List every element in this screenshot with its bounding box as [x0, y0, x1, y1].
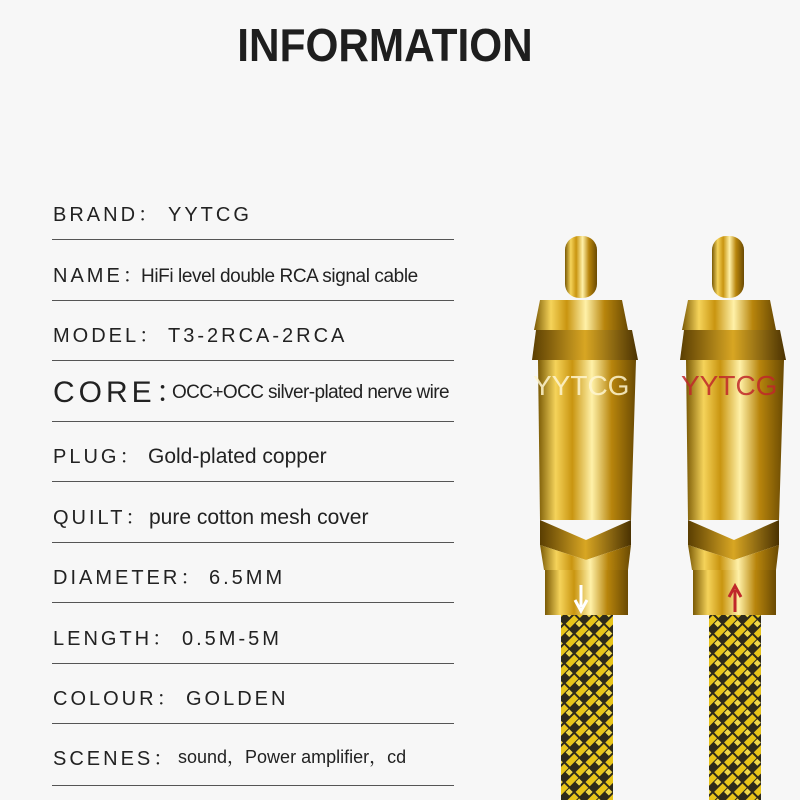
- spec-value: T3-2RCA-2RCA: [168, 325, 348, 347]
- spec-row-model: [52, 301, 454, 362]
- spec-row-quilt: [52, 482, 454, 543]
- spec-value: 0.5M-5M: [182, 627, 282, 650]
- spec-value: Gold-plated copper: [148, 445, 327, 468]
- spec-label: LENGTH：: [53, 627, 176, 650]
- spec-value: YYTCG: [168, 204, 252, 226]
- spec-value: GOLDEN: [186, 688, 289, 710]
- spec-value: pure cotton mesh cover: [149, 505, 369, 529]
- spec-row-scenes: [52, 724, 454, 786]
- spec-row-colour: [52, 664, 454, 725]
- spec-label: BRAND：: [53, 204, 162, 226]
- page-title: INFORMATION: [237, 19, 533, 71]
- spec-row-diameter: [52, 543, 454, 604]
- spec-value: sound，Power amplifier，cd: [178, 747, 407, 767]
- spec-label: SCENES：: [53, 748, 177, 770]
- right-plug: [680, 236, 786, 800]
- left-plug: [532, 236, 638, 800]
- spec-label: QUILT：: [53, 506, 149, 529]
- spec-label: CORE：: [53, 375, 190, 409]
- left-plug-logo: YYTCG: [533, 370, 630, 401]
- spec-list: [52, 180, 454, 786]
- spec-row-length: [52, 603, 454, 664]
- spec-label: NAME：: [53, 264, 146, 287]
- spec-row-plug: [52, 422, 454, 483]
- spec-label: DIAMETER：: [53, 567, 204, 589]
- spec-value: HiFi level double RCA signal cable: [141, 265, 418, 287]
- spec-row-core: [52, 361, 454, 422]
- spec-row-name: [52, 240, 454, 301]
- spec-label: COLOUR：: [53, 688, 180, 710]
- spec-value: OCC+OCC silver-plated nerve wire: [172, 381, 449, 403]
- spec-value: 6.5MM: [209, 567, 286, 589]
- spec-row-brand: [52, 180, 454, 240]
- rca-plugs-image: [500, 220, 800, 800]
- right-plug-logo: YYTCG: [681, 370, 778, 401]
- spec-label: MODEL：: [53, 325, 163, 347]
- spec-label: PLUG：: [53, 446, 143, 468]
